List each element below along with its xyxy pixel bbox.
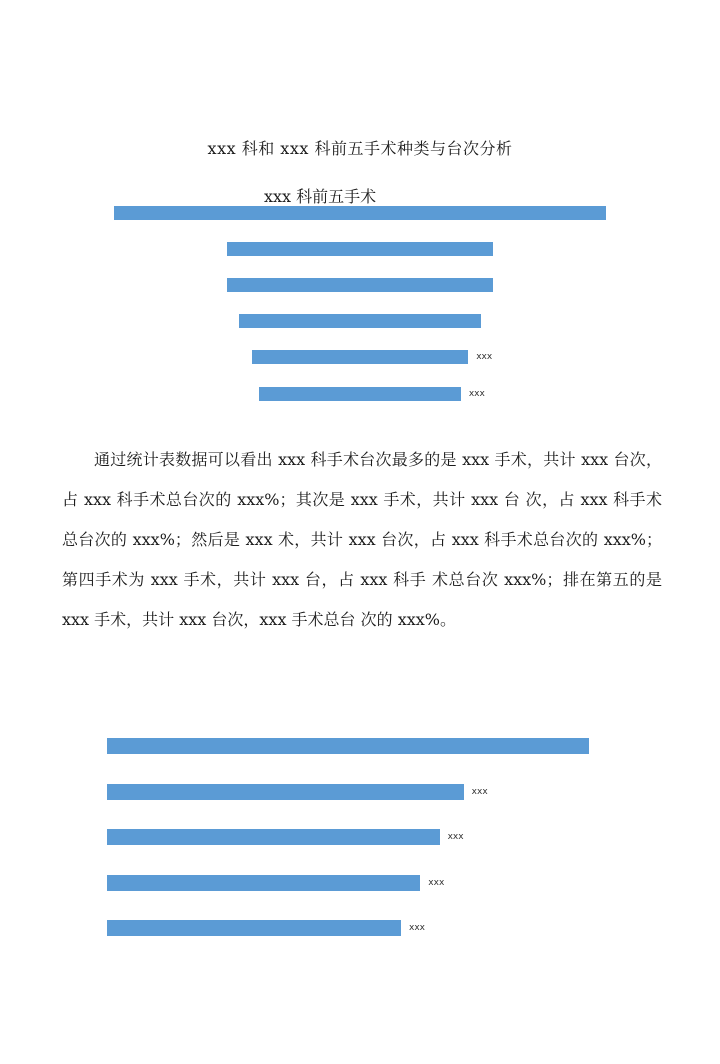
- chart-1-bar-4: [239, 314, 480, 328]
- chart-2-bar-3: [107, 829, 440, 845]
- analysis-paragraph: 通过统计表数据可以看出 xxx 科手术台次最多的是 xxx 手术，共计 xxx 台次，占 xxx 科手术总台次的 xxx%；其次是 xxx 手术，共计 xxx 台 次，占 xxx 科手术总台次的 xxx%；然后是 xxx 术，共计 xxx 台次，占 xxx 科手术总台次的 xxx%；第四手术为 xxx 手术，共计 xxx 台，占 xxx 科手 术总台次 xxx%；排在第五的是 xxx 手术，共计 xxx 台次，xxx 手术总台 次的 xxx%。: [62, 450, 662, 629]
- chart-1-title: xxx 科前五手术: [264, 187, 377, 206]
- chart-2-data-label-2: xxx: [471, 787, 488, 797]
- chart-2-bar-2: [107, 784, 464, 800]
- chart-1-bar-2: [227, 242, 493, 256]
- chart-2-data-label-5: xxx: [409, 923, 425, 933]
- chart-1-bar-5: [252, 350, 468, 364]
- chart-1-bar-6: [259, 387, 461, 401]
- page-title: xxx 科和 xxx 科前五手术种类与台次分析: [207, 139, 513, 158]
- chart-2-data-label-4: xxx: [428, 878, 445, 888]
- chart-1-bar-1: [114, 206, 606, 220]
- chart-1-data-label-5: xxx: [476, 352, 493, 362]
- chart-2-bar-5: [107, 920, 401, 936]
- chart-2-data-label-3: xxx: [447, 832, 464, 842]
- chart-2-bar-4: [107, 875, 420, 891]
- chart-1-data-label-6: xxx: [468, 389, 485, 399]
- chart-1-bar-3: [227, 278, 493, 292]
- chart-2-bar-1: [107, 738, 589, 754]
